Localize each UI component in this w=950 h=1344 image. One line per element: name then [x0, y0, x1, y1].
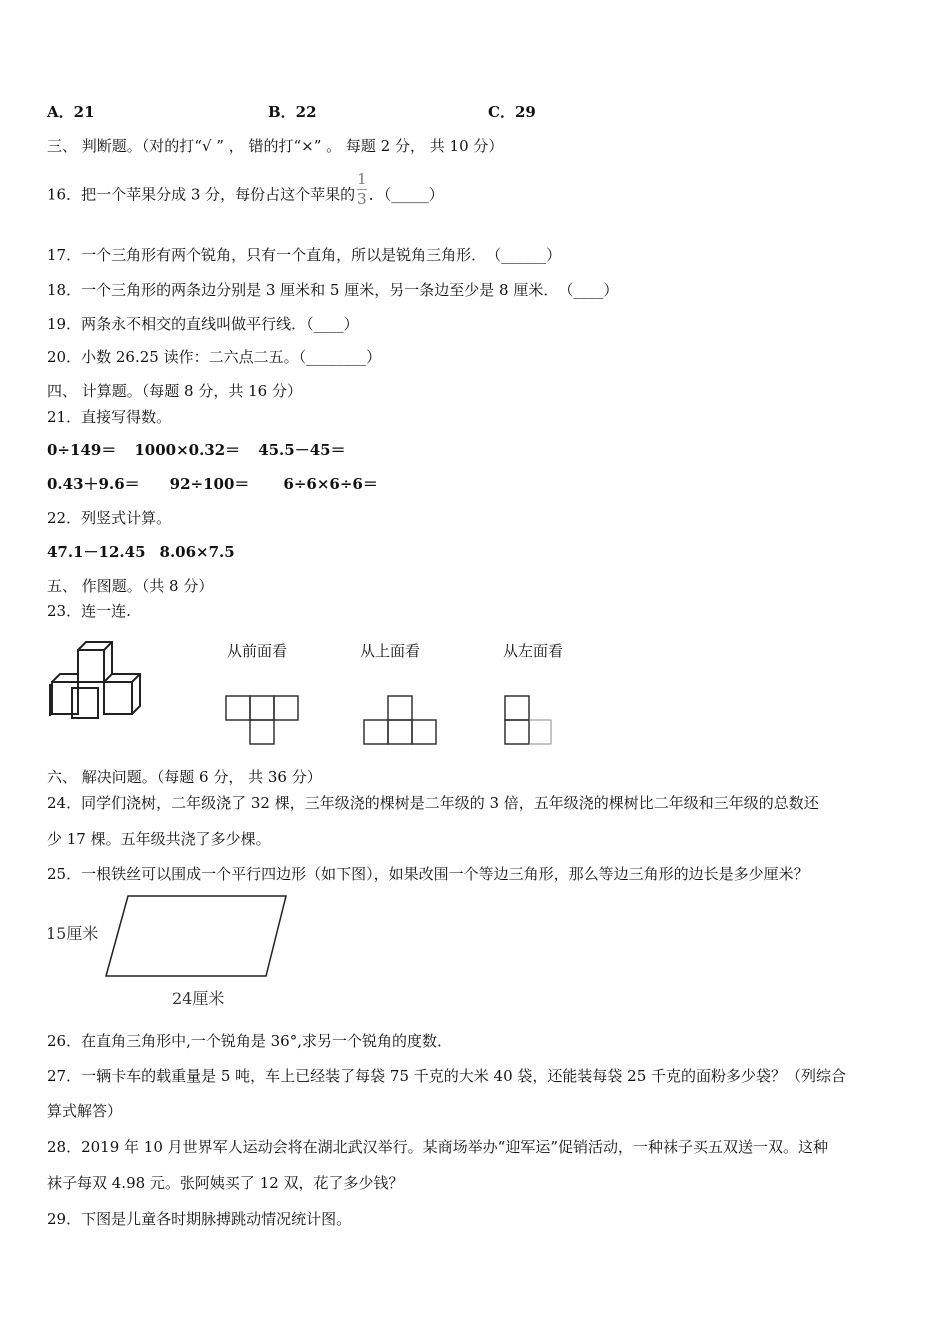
question-18: 18．一个三角形的两条边分别是 3 厘米和 5 厘米，另一条边至少是 8 厘米． （____） [47, 281, 619, 299]
question-26: 26．在直角三角形中,一个锐角是 36°,求另一个锐角的度数． [47, 1032, 452, 1050]
base-length-label: 24厘米 [172, 989, 225, 1008]
q21-r1-item: 1000×0.32＝ [134, 441, 241, 459]
question-27-line-2: 算式解答） [47, 1102, 123, 1120]
question-24-line-1: 24．同学们浇树，二年级浇了 32 棵，三年级浇的棵树是二年级的 3 倍，五年级浇的棵树比二年级和三年级的总数还 [47, 794, 819, 812]
section-4-header: 四、 计算题。（每题 8 分，共 16 分） [47, 382, 302, 400]
parallelogram-figure [104, 894, 289, 978]
q21-r1-item: 0÷149＝ [47, 441, 117, 459]
section-3-header: 三、 判断题。（对的打“√ ” ， 错的打“×” 。 每题 2 分， 共 10 分） [47, 137, 504, 155]
q22-row [47, 542, 235, 562]
q21-r2-item: 92÷100＝ [169, 475, 250, 493]
q21-r2-item: 6÷6×6÷6＝ [283, 475, 378, 493]
frac-denominator: 3 [357, 190, 367, 208]
option-a: A．21 [47, 103, 95, 121]
section-5-header: 五、 作图题。（共 8 分） [47, 577, 214, 595]
frac-numerator: 1 [357, 170, 367, 188]
q21-row-2 [47, 474, 378, 494]
question-28-line-2: 袜子每双 4.98 元。张阿姨买了 12 双，花了多少钱？ [47, 1174, 404, 1192]
side-length-label: 15厘米 [46, 924, 99, 943]
question-19: 19．两条永不相交的直线叫做平行线．（____） [47, 315, 359, 333]
fraction-one-third [357, 172, 367, 207]
question-27-line-1: 27．一辆卡车的载重量是 5 吨，车上已经装了每袋 75 千克的大米 40 袋，还能装每袋 25 千克的面粉多少袋？（列综合 [47, 1067, 847, 1085]
view-shape-2 [362, 694, 442, 746]
question-24-line-2: 少 17 棵。五年级共浇了多少棵。 [47, 830, 271, 848]
q22-item: 8.06×7.5 [159, 543, 235, 561]
q16-text-after: ．（_____） [368, 185, 444, 204]
question-20: 20．小数 26.25 读作：二六点二五。（________） [47, 348, 382, 366]
question-21-title: 21．直接写得数。 [47, 408, 172, 426]
q22-item: 47.1－12.45 [47, 543, 146, 561]
question-25: 25．一根铁丝可以围成一个平行四边形（如下图），如果改围一个等边三角形，那么等边三角形的边长是多少厘米？ [47, 865, 809, 883]
option-c: C．29 [488, 103, 536, 121]
view-shape-1 [224, 694, 304, 746]
question-28-line-1: 28．2019 年 10 月世界军人运动会将在湖北武汉举行。某商场举办“迎军运”促销活动，一种袜子买五双送一双。这种 [47, 1138, 828, 1156]
section-6-header: 六、 解决问题。（每题 6 分， 共 36 分） [47, 768, 322, 786]
question-29: 29．下图是儿童各时期脉搏跳动情况统计图。 [47, 1210, 352, 1228]
cube-figure [46, 638, 156, 720]
q21-row-1 [47, 440, 346, 460]
question-16 [47, 170, 444, 213]
label-front-view: 从前面看 [227, 642, 288, 660]
question-23-title: 23．连一连. [47, 602, 131, 620]
q21-r2-item: 0.43＋9.6＝ [47, 475, 140, 493]
q21-r1-item: 45.5－45＝ [258, 441, 346, 459]
view-shape-3 [503, 694, 555, 746]
label-top-view: 从上面看 [360, 642, 421, 660]
option-b: B．22 [268, 103, 317, 121]
question-17: 17．一个三角形有两个锐角，只有一个直角，所以是锐角三角形． （______） [47, 246, 562, 264]
q16-text-before: 16．把一个苹果分成 3 分，每份占这个苹果的 [47, 185, 356, 204]
label-left-view: 从左面看 [503, 642, 564, 660]
question-22-title: 22．列竖式计算。 [47, 509, 172, 527]
